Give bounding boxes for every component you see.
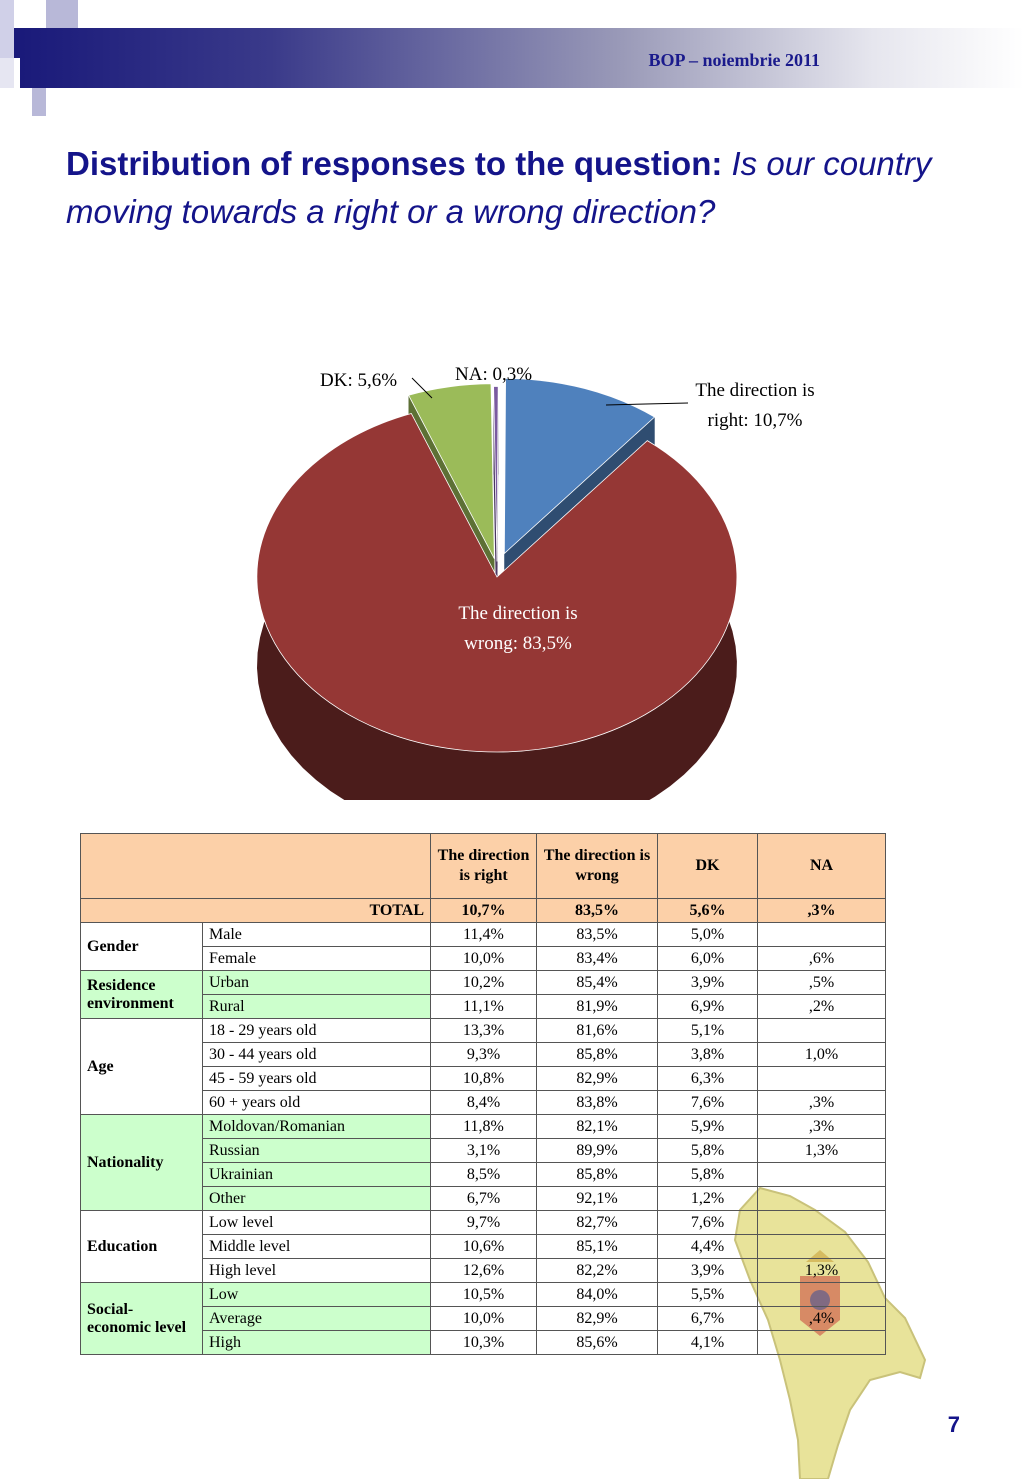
cell-value: 1,2%	[658, 1187, 758, 1211]
cell-value: 5,1%	[658, 1019, 758, 1043]
pie-label-right-line1: The direction is	[695, 380, 815, 401]
cell-value: 81,6%	[537, 1019, 658, 1043]
total-dk: 5,6%	[658, 899, 758, 923]
cell-value: 85,8%	[537, 1043, 658, 1067]
cell-value: 1,3%	[758, 1259, 886, 1283]
cell-value: 83,5%	[537, 923, 658, 947]
row-label: 30 - 44 years old	[203, 1043, 431, 1067]
cell-value: 6,7%	[658, 1307, 758, 1331]
table-row	[81, 1211, 886, 1235]
header-label: BOP – noiembrie 2011	[648, 50, 820, 70]
cell-value: 10,0%	[431, 1307, 537, 1331]
cell-value: 81,9%	[537, 995, 658, 1019]
row-label: Ukrainian	[203, 1163, 431, 1187]
row-label: Rural	[203, 995, 431, 1019]
cell-value: 9,7%	[431, 1211, 537, 1235]
cell-value: 1,0%	[758, 1043, 886, 1067]
row-label: Urban	[203, 971, 431, 995]
cell-value: 6,3%	[658, 1067, 758, 1091]
pie-label-na: NA: 0,3%	[455, 364, 533, 385]
table-header-dk: DK	[658, 834, 758, 899]
cell-value: ,3%	[758, 1115, 886, 1139]
total-label: TOTAL	[81, 899, 431, 923]
row-label: Middle level	[203, 1235, 431, 1259]
cell-value: 82,7%	[537, 1211, 658, 1235]
cell-value: 8,4%	[431, 1091, 537, 1115]
cell-value: 9,3%	[431, 1043, 537, 1067]
cell-value: 3,8%	[658, 1043, 758, 1067]
group-label: Residence environment	[81, 971, 203, 1019]
group-label: Nationality	[81, 1115, 203, 1211]
cell-value	[758, 1235, 886, 1259]
cell-value: 85,1%	[537, 1235, 658, 1259]
row-label: High level	[203, 1259, 431, 1283]
cell-value	[758, 1163, 886, 1187]
cell-value: 10,2%	[431, 971, 537, 995]
cell-value: 85,6%	[537, 1331, 658, 1355]
cell-value: 10,3%	[431, 1331, 537, 1355]
row-label: Low level	[203, 1211, 431, 1235]
total-na: ,3%	[758, 899, 886, 923]
row-label: Russian	[203, 1139, 431, 1163]
row-label: 18 - 29 years old	[203, 1019, 431, 1043]
table-row	[81, 971, 886, 995]
pie-label-right-line2: right: 10,7%	[707, 410, 803, 431]
cell-value: 7,6%	[658, 1091, 758, 1115]
cell-value: ,3%	[758, 1091, 886, 1115]
cell-value: 7,6%	[658, 1211, 758, 1235]
row-label: 45 - 59 years old	[203, 1067, 431, 1091]
cell-value: ,2%	[758, 995, 886, 1019]
cell-value: 1,3%	[758, 1139, 886, 1163]
cell-value: 5,9%	[658, 1115, 758, 1139]
cell-value: 82,2%	[537, 1259, 658, 1283]
pie-label-dk: DK: 5,6%	[320, 370, 398, 391]
cell-value: 4,4%	[658, 1235, 758, 1259]
table-header-wrong: The direction is wrong	[537, 834, 658, 899]
cell-value: 85,4%	[537, 971, 658, 995]
cell-value: 11,1%	[431, 995, 537, 1019]
cell-value: 6,9%	[658, 995, 758, 1019]
row-label: Average	[203, 1307, 431, 1331]
table-header-right: The direction is right	[431, 834, 537, 899]
row-label: Female	[203, 947, 431, 971]
cell-value: 92,1%	[537, 1187, 658, 1211]
cell-value: 82,9%	[537, 1307, 658, 1331]
group-label: Social-economic level	[81, 1283, 203, 1355]
table-row	[81, 1283, 886, 1307]
cell-value: 10,0%	[431, 947, 537, 971]
cell-value: 5,8%	[658, 1163, 758, 1187]
cell-value: 82,1%	[537, 1115, 658, 1139]
table-header-empty	[81, 834, 431, 899]
cell-value: 12,6%	[431, 1259, 537, 1283]
cell-value: 6,7%	[431, 1187, 537, 1211]
row-label: High	[203, 1331, 431, 1355]
group-label: Age	[81, 1019, 203, 1115]
group-label: Gender	[81, 923, 203, 971]
table-total-row	[81, 899, 886, 923]
cell-value	[758, 1067, 886, 1091]
cell-value: 11,8%	[431, 1115, 537, 1139]
cell-value: 8,5%	[431, 1163, 537, 1187]
table-row	[81, 1019, 886, 1043]
cell-value: 4,1%	[658, 1331, 758, 1355]
row-label: 60 + years old	[203, 1091, 431, 1115]
total-wrong: 83,5%	[537, 899, 658, 923]
cell-value: 10,5%	[431, 1283, 537, 1307]
results-table	[80, 833, 886, 1355]
cell-value: 5,5%	[658, 1283, 758, 1307]
cell-value: 6,0%	[658, 947, 758, 971]
row-label: Low	[203, 1283, 431, 1307]
cell-value: 3,1%	[431, 1139, 537, 1163]
cell-value: 10,6%	[431, 1235, 537, 1259]
table-row	[81, 1115, 886, 1139]
cell-value: 10,8%	[431, 1067, 537, 1091]
total-right: 10,7%	[431, 899, 537, 923]
table-row	[81, 923, 886, 947]
cell-value: 5,8%	[658, 1139, 758, 1163]
cell-value	[758, 1331, 886, 1355]
cell-value	[758, 1211, 886, 1235]
cell-value: 3,9%	[658, 1259, 758, 1283]
cell-value: 83,8%	[537, 1091, 658, 1115]
cell-value: ,4%	[758, 1307, 886, 1331]
pie-label-wrong-line2: wrong: 83,5%	[464, 633, 572, 654]
cell-value	[758, 1019, 886, 1043]
table-header-row	[81, 834, 886, 899]
title-question-text: Is our country moving towards a right or a wrong direction?	[66, 145, 932, 230]
row-label: Male	[203, 923, 431, 947]
cell-value: 3,9%	[658, 971, 758, 995]
row-label: Other	[203, 1187, 431, 1211]
cell-value	[758, 1283, 886, 1307]
table-header-na: NA	[758, 834, 886, 899]
cell-value: 82,9%	[537, 1067, 658, 1091]
group-label: Education	[81, 1211, 203, 1283]
cell-value: 89,9%	[537, 1139, 658, 1163]
cell-value	[758, 1187, 886, 1211]
cell-value	[758, 923, 886, 947]
cell-value: ,5%	[758, 971, 886, 995]
cell-value: 84,0%	[537, 1283, 658, 1307]
page-number: 7	[947, 1412, 960, 1437]
pie-label-wrong-line1: The direction is	[458, 603, 578, 624]
title-question-prefix: Distribution of responses to the question:	[66, 145, 723, 182]
cell-value: ,6%	[758, 947, 886, 971]
cell-value: 13,3%	[431, 1019, 537, 1043]
cell-value: 85,8%	[537, 1163, 658, 1187]
cell-value: 5,0%	[658, 923, 758, 947]
cell-value: 83,4%	[537, 947, 658, 971]
cell-value: 11,4%	[431, 923, 537, 947]
row-label: Moldovan/Romanian	[203, 1115, 431, 1139]
